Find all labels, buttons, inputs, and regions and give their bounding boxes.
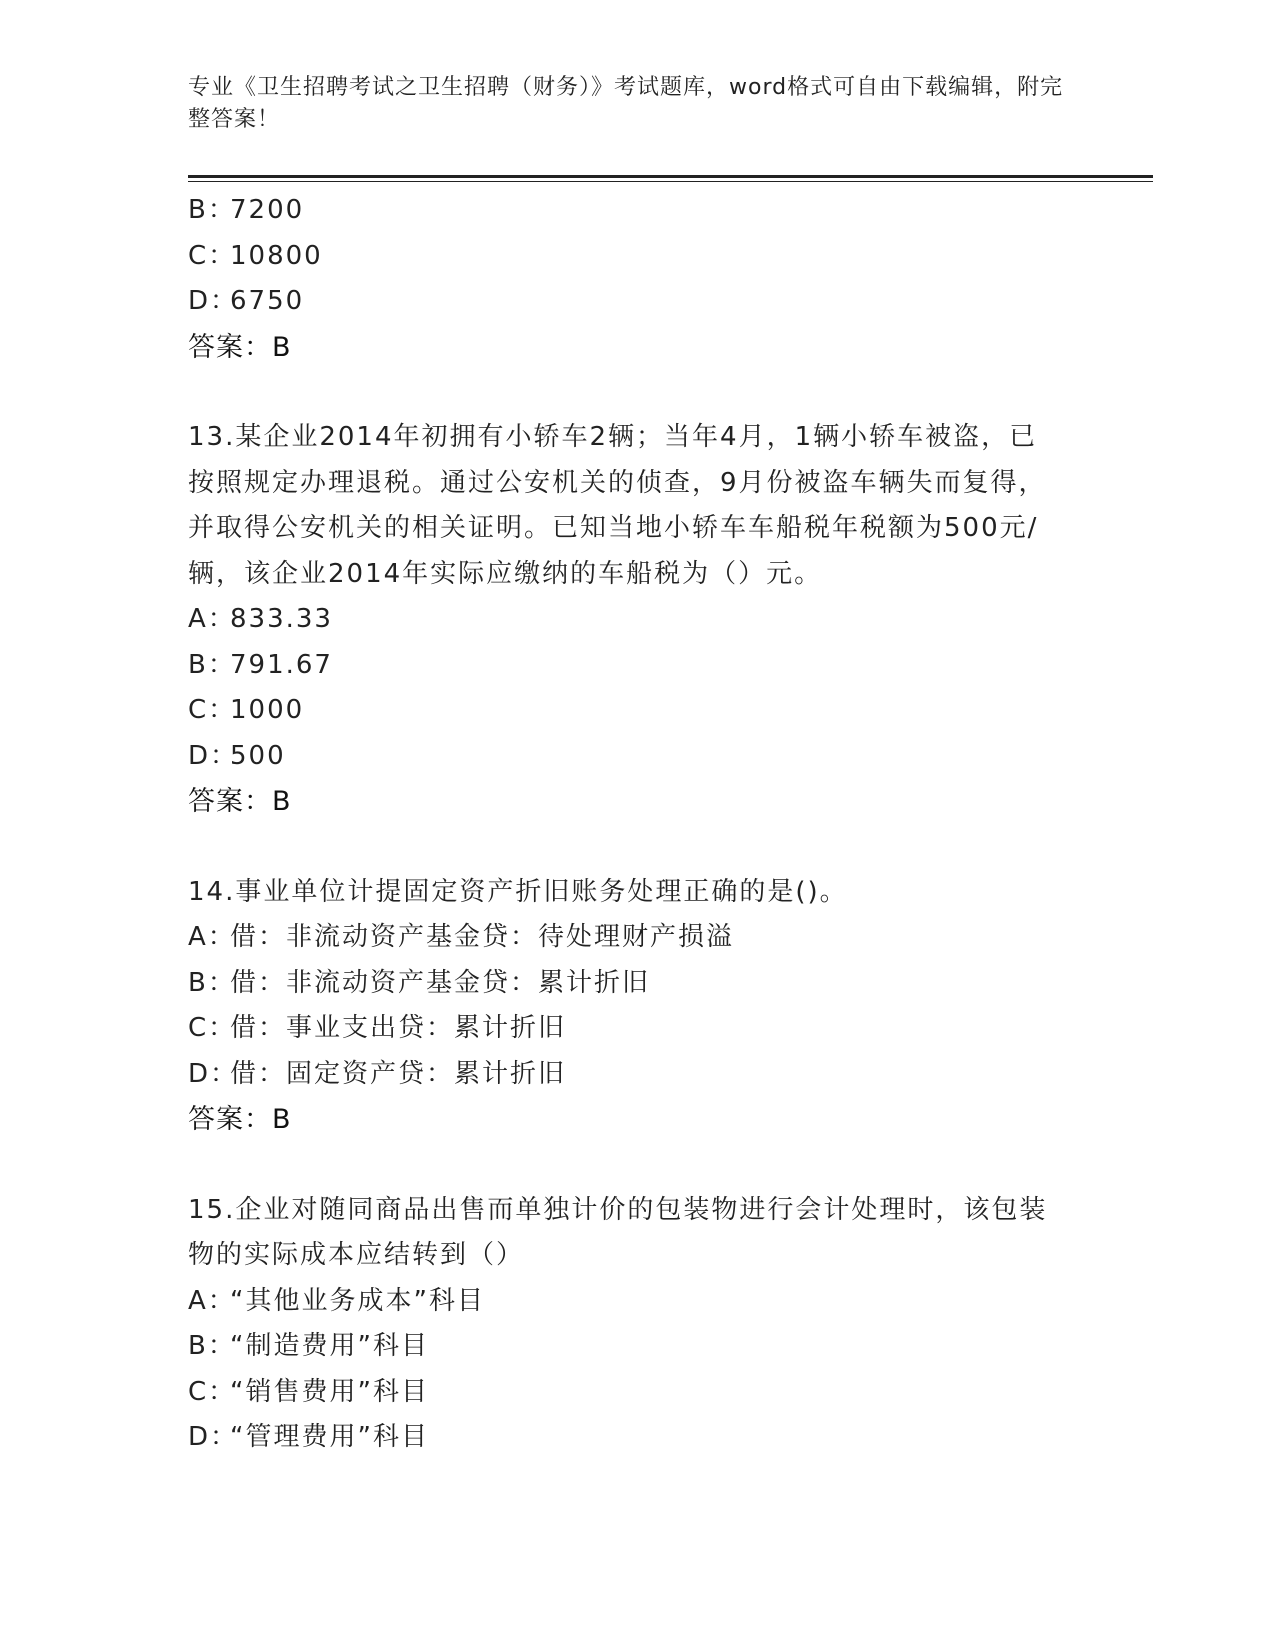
page-header: 专业《卫生招聘考试之卫生招聘（财务）》考试题库，word格式可自由下载编辑，附完整答案！ — [188, 75, 1064, 132]
option-key: D： — [188, 740, 239, 771]
option-key: B： — [188, 967, 236, 998]
option-b — [188, 188, 1088, 234]
stem-line: 13.某企业2014年初拥有小轿车2辆；当年4月，1辆小轿车被盗，已 — [188, 422, 1038, 452]
question-13 — [188, 415, 1088, 825]
stem-line: 物的实际成本应结转到（） — [188, 1240, 525, 1270]
option-b — [188, 1324, 1088, 1370]
option-a — [188, 597, 1088, 643]
option-key: B： — [188, 1331, 236, 1361]
option-key: A： — [188, 922, 236, 952]
option-text: 500 — [230, 740, 286, 771]
option-key: A： — [188, 604, 236, 634]
header-rule-thin — [188, 181, 1153, 182]
stem-line: 辆，该企业2014年实际应缴纳的车船税为（）元。 — [188, 558, 823, 589]
question-15 — [188, 1188, 1088, 1461]
option-key: A： — [188, 1285, 236, 1316]
question-stem — [188, 415, 1088, 597]
option-d — [188, 734, 1088, 780]
option-text: “管理费用”科目 — [230, 1422, 429, 1452]
option-c — [188, 1370, 1088, 1416]
option-b — [188, 961, 1088, 1007]
option-a — [188, 1279, 1088, 1325]
option-text: 借：非流动资产基金贷：待处理财产损溢 — [230, 922, 735, 952]
option-key: C： — [188, 1013, 237, 1043]
option-c — [188, 234, 1088, 280]
option-c — [188, 688, 1088, 734]
stem-line: 15.企业对随同商品出售而单独计价的包装物进行会计处理时，该包装 — [188, 1194, 1048, 1225]
option-b — [188, 643, 1088, 689]
stem-line: 14.事业单位计提固定资产折旧账务处理正确的是()。 — [188, 876, 848, 907]
stem-line: 按照规定办理退税。通过公安机关的侦查，9月份被盗车辆失而复得， — [188, 467, 1047, 498]
option-text: 791.67 — [230, 649, 333, 680]
option-text: 10800 — [230, 240, 323, 271]
question-stem — [188, 1188, 1088, 1279]
stem-line: 并取得公安机关的相关证明。已知当地小轿车车船税年税额为500元/ — [188, 513, 1039, 543]
option-text: 1000 — [230, 695, 305, 725]
option-text: 借：非流动资产基金贷：累计折旧 — [230, 967, 651, 998]
answer-line: 答案：B — [188, 331, 292, 363]
option-d — [188, 1052, 1088, 1098]
option-text: “制造费用”科目 — [230, 1331, 429, 1361]
option-text: 借：固定资产贷：累计折旧 — [230, 1058, 567, 1089]
header-rule-thick — [188, 175, 1153, 178]
option-key: B： — [188, 649, 236, 680]
option-key: D： — [188, 1058, 239, 1089]
option-c — [188, 1006, 1088, 1052]
answer-line: 答案：B — [188, 1104, 292, 1135]
question-12-continued — [188, 188, 1088, 370]
option-key: C： — [188, 1376, 237, 1407]
option-a — [188, 915, 1088, 961]
answer-line: 答案：B — [188, 786, 292, 817]
option-key: D： — [188, 1422, 239, 1452]
question-content — [188, 188, 1088, 1461]
option-key: C： — [188, 695, 237, 725]
option-key: C： — [188, 240, 237, 271]
option-key: D： — [188, 286, 239, 316]
option-text: 833.33 — [230, 604, 333, 634]
option-text: “销售费用”科目 — [230, 1376, 429, 1407]
option-key: B： — [188, 195, 236, 225]
option-text: 6750 — [230, 286, 305, 316]
option-text: 借：事业支出贷：累计折旧 — [230, 1013, 567, 1043]
option-text: “其他业务成本”科目 — [230, 1285, 485, 1316]
question-14 — [188, 870, 1088, 1143]
option-d — [188, 279, 1088, 325]
option-text: 7200 — [230, 195, 305, 225]
option-d — [188, 1415, 1088, 1461]
question-stem — [188, 870, 1088, 916]
